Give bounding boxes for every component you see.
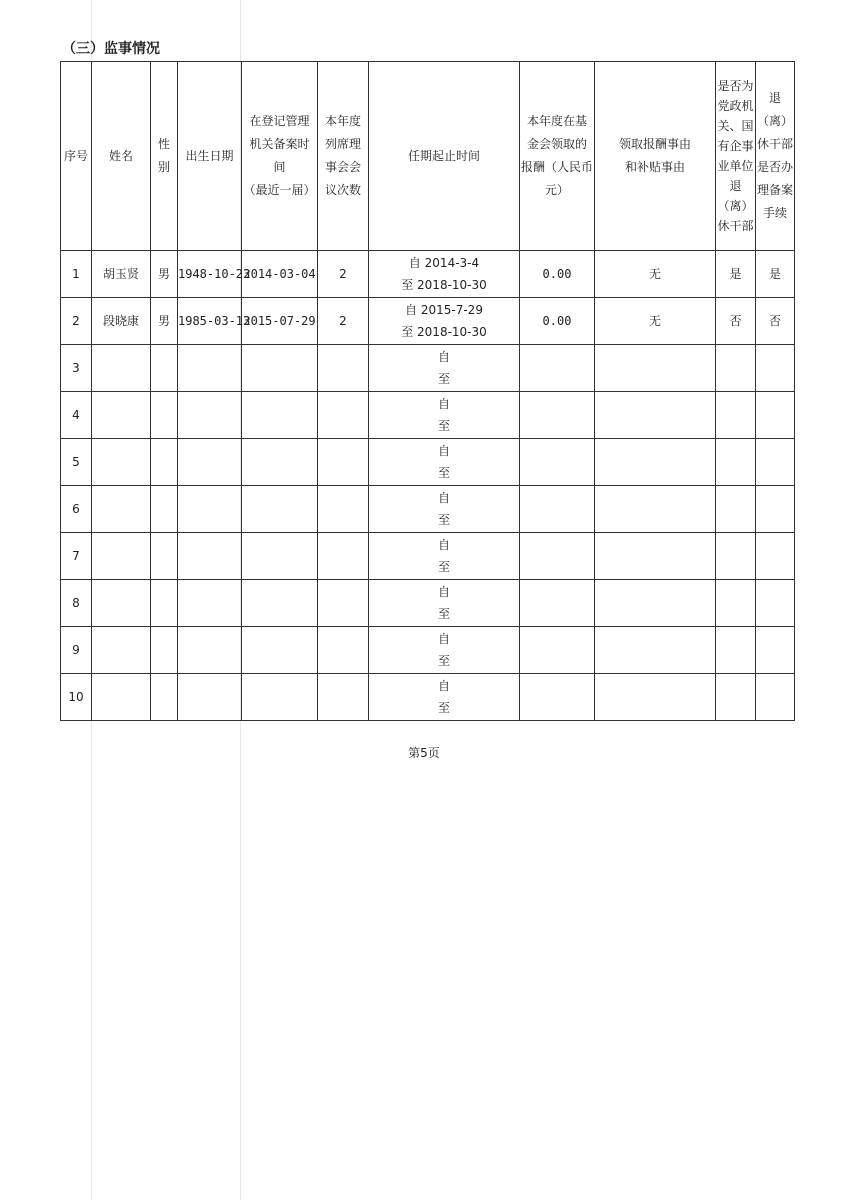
cell-filed xyxy=(756,533,795,580)
cell-dob xyxy=(178,674,242,721)
cell-seq: 10 xyxy=(61,674,92,721)
cell-reason xyxy=(595,533,716,580)
cell-pay xyxy=(520,486,595,533)
cell-seq: 4 xyxy=(61,392,92,439)
header-seq: 序号 xyxy=(61,62,92,251)
term-to: 至 xyxy=(437,560,450,574)
cell-term xyxy=(369,298,520,345)
cell-pay: 0.00 xyxy=(520,298,595,345)
cell-gender xyxy=(151,580,178,627)
table-row xyxy=(61,392,795,439)
cell-name: 胡玉贤 xyxy=(92,251,151,298)
cell-filed xyxy=(756,392,795,439)
cell-meetings xyxy=(318,486,369,533)
term-from: 自 xyxy=(437,444,450,458)
table-row xyxy=(61,533,795,580)
header-filing-date: 在登记管理 机关备案时 间 （最近一届） xyxy=(242,62,318,251)
cell-reason xyxy=(595,345,716,392)
header-filed: 退 （离） 休干部 是否办 理备案 手续 xyxy=(756,62,795,251)
term-from: 自 xyxy=(437,632,450,646)
cell-filing-date xyxy=(242,627,318,674)
table-row xyxy=(61,674,795,721)
cell-meetings: 2 xyxy=(318,298,369,345)
cell-gender xyxy=(151,627,178,674)
term-to: 至 xyxy=(437,513,450,527)
term-to: 至 xyxy=(437,607,450,621)
cell-retired xyxy=(716,674,756,721)
cell-pay xyxy=(520,580,595,627)
cell-term xyxy=(369,627,520,674)
cell-reason xyxy=(595,439,716,486)
page-number: 第5页 xyxy=(408,746,440,760)
cell-name xyxy=(92,392,151,439)
term-from: 自 xyxy=(437,585,450,599)
cell-pay xyxy=(520,345,595,392)
cell-filing-date: 2015-07-29 xyxy=(242,298,318,345)
term-to: 至 2018-10-30 xyxy=(401,325,487,339)
cell-filed: 否 xyxy=(756,298,795,345)
term-from: 自 2015-7-29 xyxy=(405,303,483,317)
header-meetings: 本年度 列席理 事会会 议次数 xyxy=(318,62,369,251)
term-to: 至 2018-10-30 xyxy=(401,278,487,292)
cell-dob xyxy=(178,580,242,627)
cell-term xyxy=(369,674,520,721)
cell-term xyxy=(369,251,520,298)
cell-gender xyxy=(151,392,178,439)
cell-dob xyxy=(178,392,242,439)
header-name: 姓名 xyxy=(92,62,151,251)
section-title: （三）监事情况 xyxy=(62,41,160,57)
cell-pay xyxy=(520,392,595,439)
cell-filing-date xyxy=(242,580,318,627)
cell-filing-date xyxy=(242,345,318,392)
cell-meetings xyxy=(318,580,369,627)
term-to: 至 xyxy=(437,419,450,433)
cell-filed: 是 xyxy=(756,251,795,298)
header-gender: 性 别 xyxy=(151,62,178,251)
cell-seq: 8 xyxy=(61,580,92,627)
cell-meetings xyxy=(318,439,369,486)
cell-term xyxy=(369,580,520,627)
table-row xyxy=(61,251,795,298)
cell-retired xyxy=(716,439,756,486)
term-from: 自 xyxy=(437,538,450,552)
cell-filing-date: 2014-03-04 xyxy=(242,251,318,298)
table-row xyxy=(61,439,795,486)
cell-meetings xyxy=(318,392,369,439)
cell-name xyxy=(92,627,151,674)
cell-term xyxy=(369,439,520,486)
cell-reason xyxy=(595,486,716,533)
cell-filing-date xyxy=(242,533,318,580)
cell-seq: 3 xyxy=(61,345,92,392)
cell-seq: 7 xyxy=(61,533,92,580)
cell-term xyxy=(369,533,520,580)
cell-filing-date xyxy=(242,392,318,439)
cell-retired xyxy=(716,580,756,627)
cell-retired: 否 xyxy=(716,298,756,345)
cell-reason: 无 xyxy=(595,251,716,298)
cell-meetings xyxy=(318,533,369,580)
term-from: 自 2014-3-4 xyxy=(408,256,480,270)
header-retired: 是否为 党政机 关、国 有企事 业单位 退 （离） 休干部 xyxy=(716,62,756,251)
cell-dob xyxy=(178,627,242,674)
cell-name xyxy=(92,533,151,580)
table-row xyxy=(61,627,795,674)
table-row xyxy=(61,298,795,345)
term-to: 至 xyxy=(437,654,450,668)
cell-name: 段晓康 xyxy=(92,298,151,345)
header-reason: 领取报酬事由 和补贴事由 xyxy=(595,62,716,251)
cell-gender: 男 xyxy=(151,298,178,345)
term-from: 自 xyxy=(437,679,450,693)
cell-dob: 1948-10-23 xyxy=(178,251,242,298)
cell-name xyxy=(92,486,151,533)
cell-seq: 9 xyxy=(61,627,92,674)
cell-gender xyxy=(151,674,178,721)
cell-pay xyxy=(520,439,595,486)
cell-retired xyxy=(716,345,756,392)
cell-name xyxy=(92,345,151,392)
cell-dob xyxy=(178,533,242,580)
cell-reason xyxy=(595,392,716,439)
term-to: 至 xyxy=(437,372,450,386)
cell-meetings xyxy=(318,627,369,674)
term-from: 自 xyxy=(437,350,450,364)
cell-reason: 无 xyxy=(595,298,716,345)
term-from: 自 xyxy=(437,397,450,411)
cell-pay: 0.00 xyxy=(520,251,595,298)
cell-retired xyxy=(716,486,756,533)
cell-gender xyxy=(151,439,178,486)
cell-retired xyxy=(716,533,756,580)
cell-retired: 是 xyxy=(716,251,756,298)
cell-dob xyxy=(178,439,242,486)
cell-filed xyxy=(756,674,795,721)
cell-filed xyxy=(756,486,795,533)
cell-term xyxy=(369,486,520,533)
cell-filing-date xyxy=(242,674,318,721)
cell-name xyxy=(92,580,151,627)
header-row xyxy=(61,62,795,251)
cell-pay xyxy=(520,627,595,674)
cell-seq: 2 xyxy=(61,298,92,345)
term-from: 自 xyxy=(437,491,450,505)
cell-term xyxy=(369,345,520,392)
cell-meetings: 2 xyxy=(318,251,369,298)
cell-filed xyxy=(756,580,795,627)
cell-dob xyxy=(178,486,242,533)
cell-dob: 1985-03-13 xyxy=(178,298,242,345)
cell-pay xyxy=(520,533,595,580)
cell-reason xyxy=(595,674,716,721)
cell-gender xyxy=(151,345,178,392)
term-to: 至 xyxy=(437,701,450,715)
cell-retired xyxy=(716,392,756,439)
cell-filing-date xyxy=(242,439,318,486)
cell-seq: 6 xyxy=(61,486,92,533)
header-term: 任期起止时间 xyxy=(369,62,520,251)
cell-seq: 1 xyxy=(61,251,92,298)
table-row xyxy=(61,486,795,533)
cell-retired xyxy=(716,627,756,674)
cell-dob xyxy=(178,345,242,392)
term-to: 至 xyxy=(437,466,450,480)
cell-filed xyxy=(756,627,795,674)
table-row xyxy=(61,580,795,627)
header-dob: 出生日期 xyxy=(178,62,242,251)
cell-filed xyxy=(756,345,795,392)
cell-filing-date xyxy=(242,486,318,533)
cell-reason xyxy=(595,627,716,674)
supervisors-table xyxy=(60,61,795,721)
header-pay: 本年度在基 金会领取的 报酬（人民币 元） xyxy=(520,62,595,251)
cell-name xyxy=(92,439,151,486)
cell-name xyxy=(92,674,151,721)
cell-reason xyxy=(595,580,716,627)
table-row xyxy=(61,345,795,392)
cell-seq: 5 xyxy=(61,439,92,486)
cell-meetings xyxy=(318,674,369,721)
cell-meetings xyxy=(318,345,369,392)
cell-gender xyxy=(151,533,178,580)
cell-gender: 男 xyxy=(151,251,178,298)
cell-pay xyxy=(520,674,595,721)
cell-term xyxy=(369,392,520,439)
cell-filed xyxy=(756,439,795,486)
cell-gender xyxy=(151,486,178,533)
